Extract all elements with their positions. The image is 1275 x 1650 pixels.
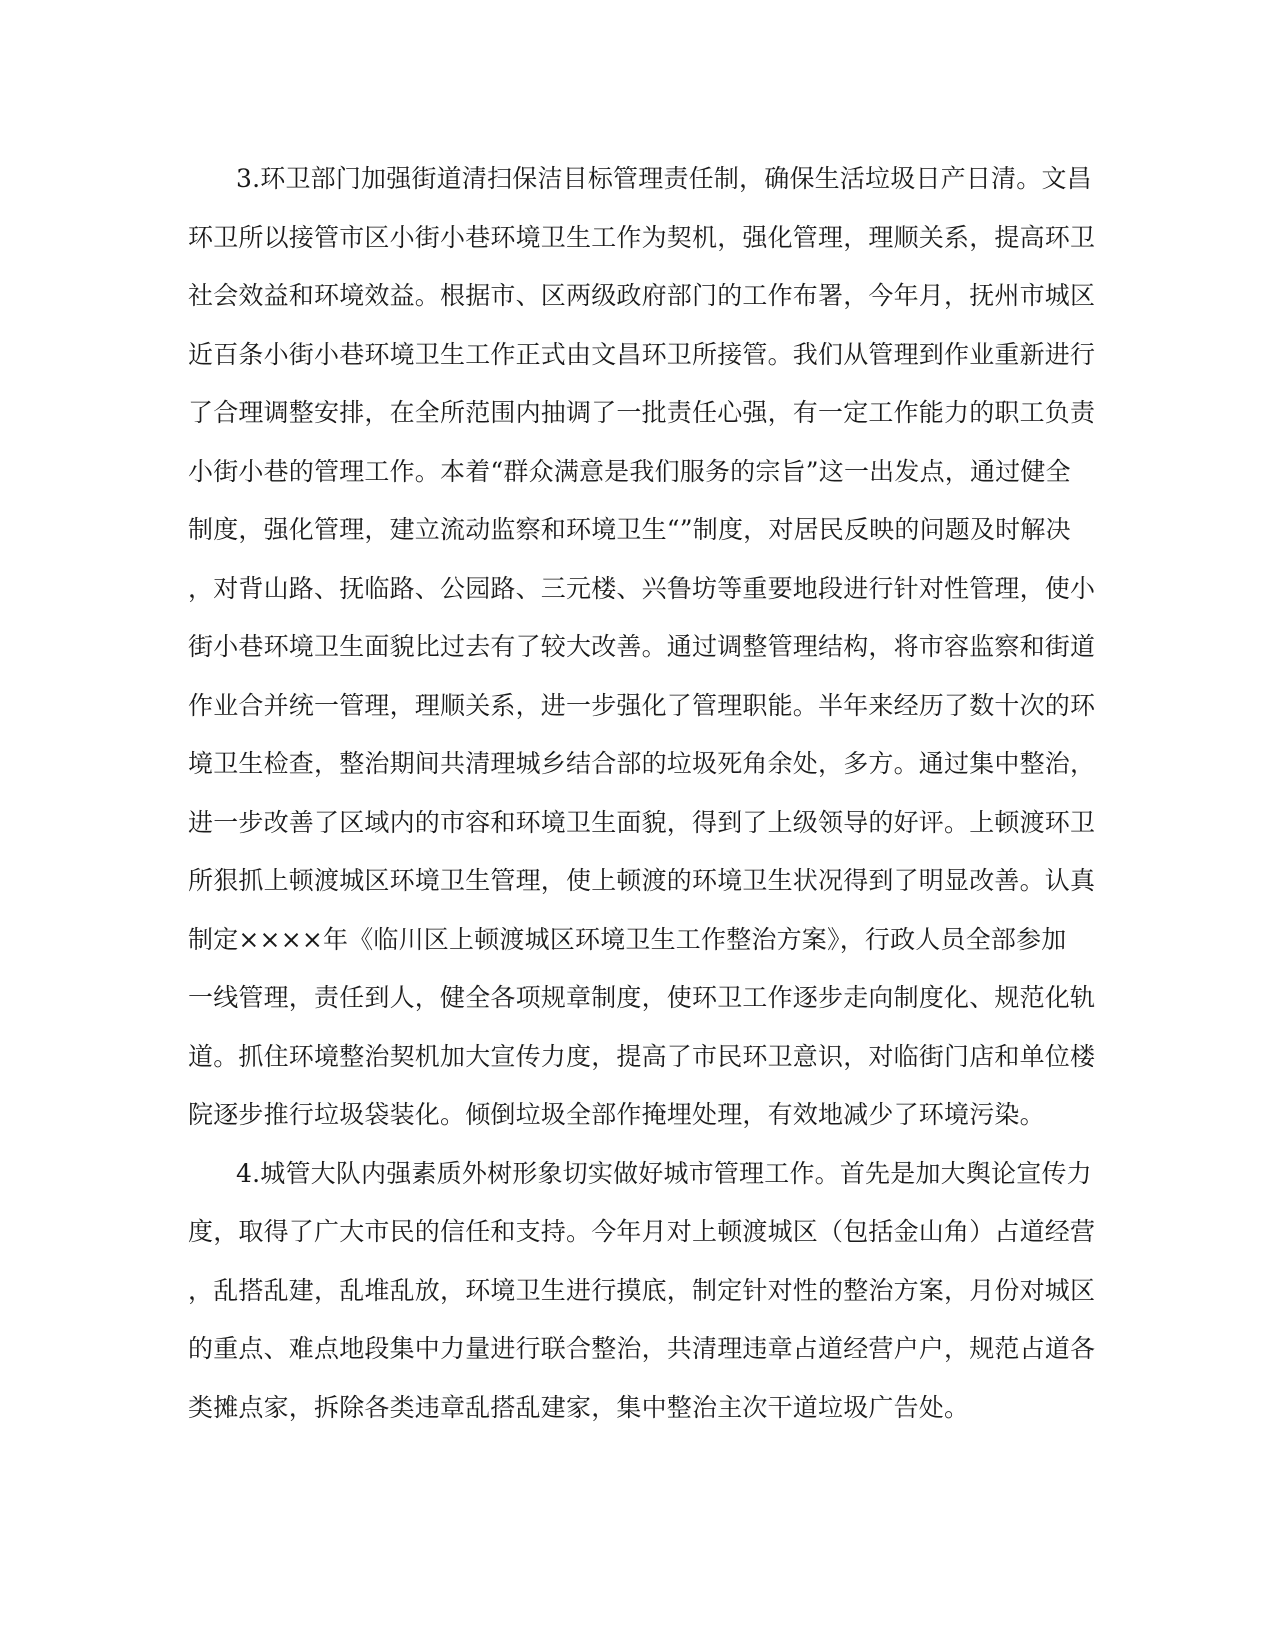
- paragraph-3-sanitation: [188, 150, 1096, 1145]
- text-line: 度，取得了广大市民的信任和支持。今年月对上顿渡城区（包括金山角）占道经营: [188, 1217, 1096, 1246]
- paragraph-4-urban-management: [188, 1145, 1096, 1438]
- text-line: 道。抓住环境整治契机加大宣传力度，提高了市民环卫意识，对临街门店和单位楼: [188, 1041, 1096, 1071]
- text-line: 街小巷环境卫生面貌比过去有了较大改善。通过调整管理结构，将市容监察和街道: [188, 632, 1096, 661]
- text-line: 社会效益和环境效益。根据市、区两级政府部门的工作布署，今年月，抚州市城区: [188, 281, 1096, 310]
- text-line: 院逐步推行垃圾袋装化。倾倒垃圾全部作掩埋处理，有效地减少了环境污染。: [188, 1100, 1045, 1129]
- text-line: 制度，强化管理，建立流动监察和环境卫生“”制度，对居民反映的问题及时解决: [188, 515, 1071, 544]
- text-line: 环卫所以接管市区小街小巷环境卫生工作为契机，强化管理，理顺关系，提高环卫: [188, 222, 1096, 252]
- text-line: 进一步改善了区域内的市容和环境卫生面貌，得到了上级领导的好评。上顿渡环卫: [188, 807, 1096, 837]
- text-line: 一线管理，责任到人，健全各项规章制度，使环卫工作逐步走向制度化、规范化轨: [188, 983, 1096, 1012]
- text-line: 小街小巷的管理工作。本着“群众满意是我们服务的宗旨”这一出发点，通过健全: [188, 456, 1071, 486]
- text-line: 3.环卫部门加强街道清扫保洁目标管理责任制，确保生活垃圾日产日清。文昌: [236, 164, 1092, 193]
- text-line: ，对背山路、抚临路、公园路、三元楼、兴鲁坊等重要地段进行针对性管理，使小: [188, 573, 1096, 603]
- text-line: ，乱搭乱建，乱堆乱放，环境卫生进行摸底，制定针对性的整治方案，月份对城区: [188, 1275, 1096, 1305]
- text-line: 类摊点家，拆除各类违章乱搭乱建家，集中整治主次干道垃圾广告处。: [188, 1392, 970, 1422]
- text-line: 作业合并统一管理，理顺关系，进一步强化了管理职能。半年来经历了数十次的环: [188, 690, 1096, 720]
- text-line: 了合理调整安排，在全所范围内抽调了一批责任心强，有一定工作能力的职工负责: [188, 398, 1096, 427]
- text-line: 制定××××年《临川区上顿渡城区环境卫生工作整治方案》，行政人员全部参加: [188, 924, 1067, 954]
- text-line: 境卫生检查，整治期间共清理城乡结合部的垃圾死角余处，多方。通过集中整治，: [188, 749, 1096, 778]
- document-body: [188, 150, 1096, 1437]
- text-line: 所狠抓上顿渡城区环境卫生管理，使上顿渡的环境卫生状况得到了明显改善。认真: [188, 866, 1096, 895]
- text-line: 的重点、难点地段集中力量进行联合整治，共清理违章占道经营户户，规范占道各: [188, 1334, 1096, 1363]
- text-line: 4.城管大队内强素质外树形象切实做好城市管理工作。首先是加大舆论宣传力: [236, 1158, 1092, 1188]
- text-line: 近百条小街小巷环境卫生工作正式由文昌环卫所接管。我们从管理到作业重新进行: [188, 339, 1096, 369]
